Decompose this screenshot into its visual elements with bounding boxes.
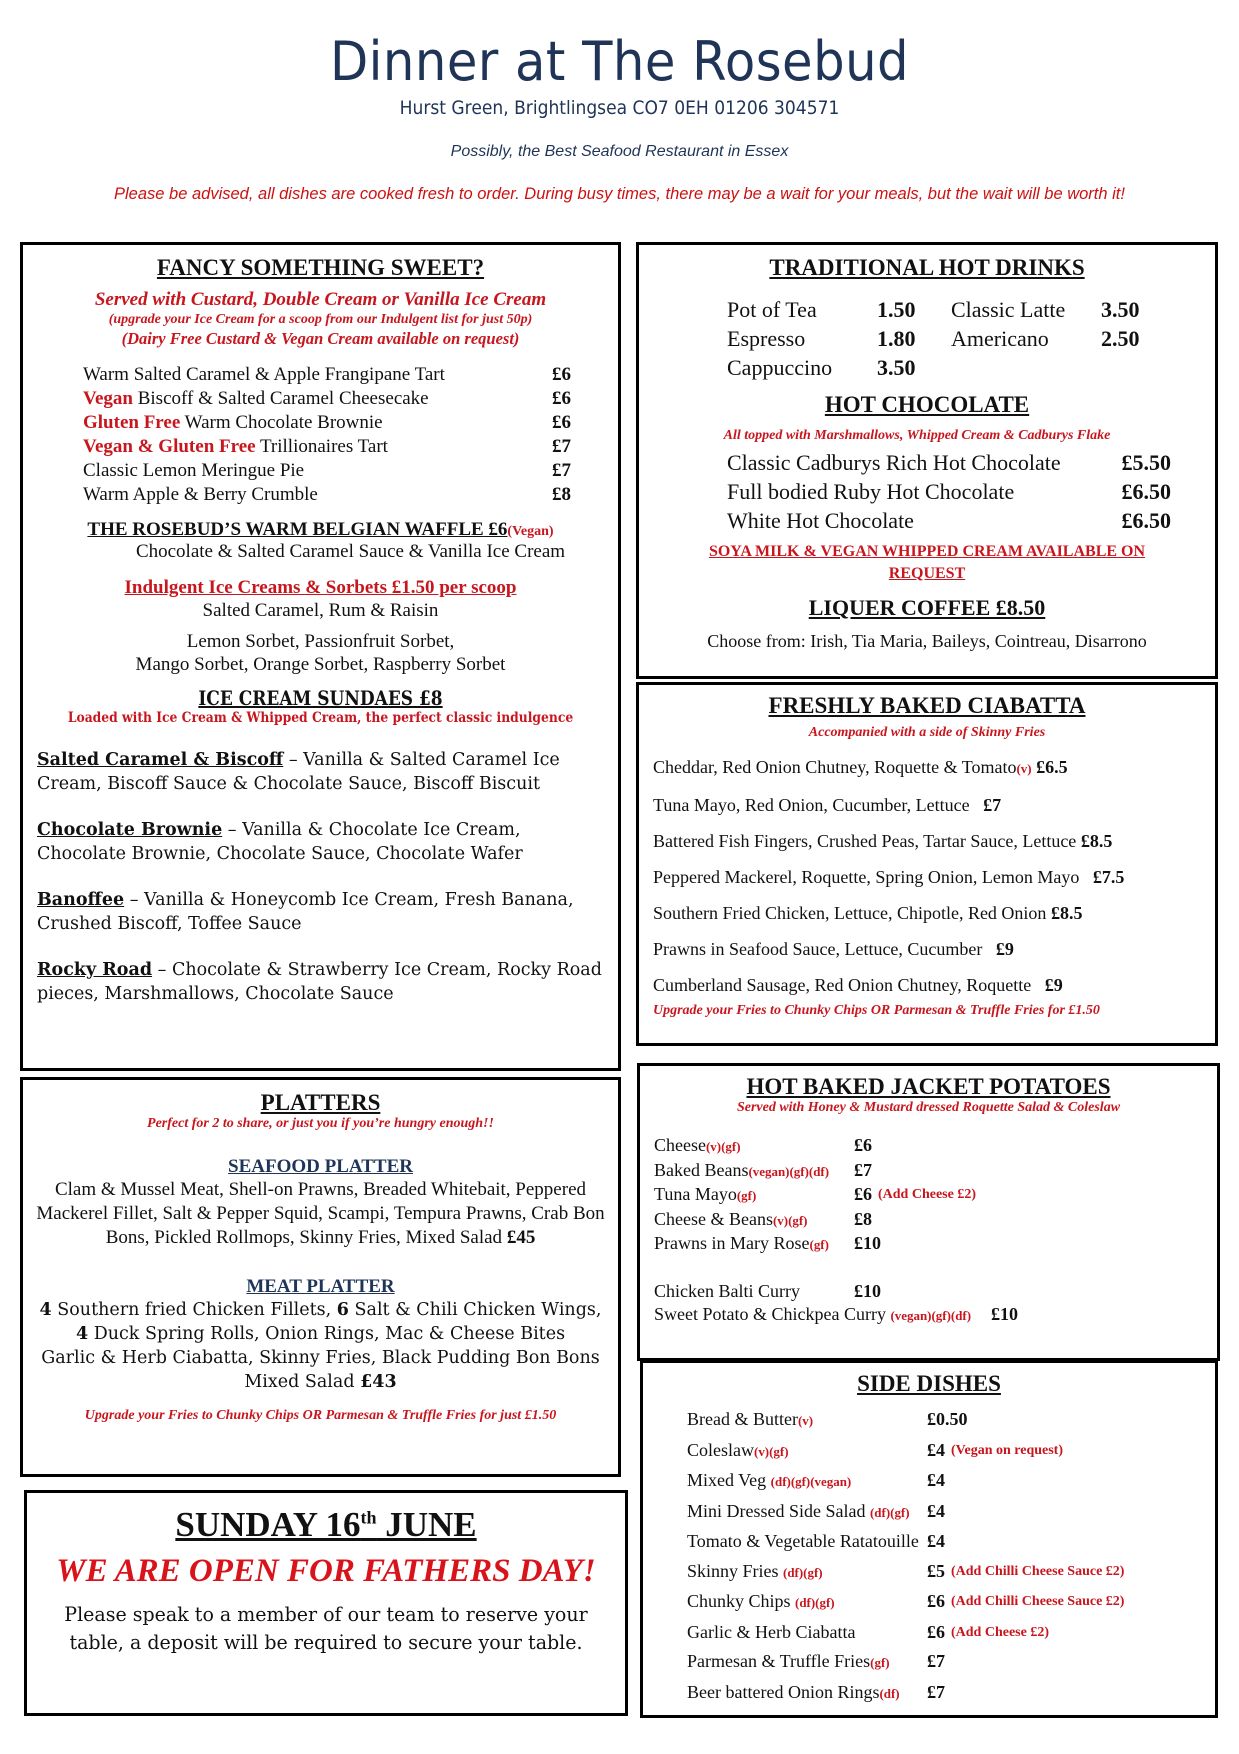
price: £8	[552, 484, 571, 505]
add-on-note: (Add Chilli Cheese Sauce £2)	[951, 1563, 1125, 1579]
price: 2.50	[1101, 326, 1140, 351]
restaurant-address: Hurst Green, Brightlingsea CO7 0EH 01206 304571	[399, 97, 840, 119]
diet-tag: (gf)	[870, 1655, 890, 1670]
price: £6	[552, 412, 571, 433]
price: 1.80	[877, 326, 916, 351]
side-item: Skinny Fries (df)(gf) £5 (Add Chilli Cheese Sauce £2)	[687, 1557, 1215, 1588]
price: £10	[991, 1304, 1019, 1324]
price: £5	[927, 1560, 945, 1581]
upgrade-note: Upgrade your Fries to Chunky Chips OR Parmesan & Truffle Fries for £1.50	[653, 1003, 1100, 1018]
advisory-notice: Please be advised, all dishes are cooked fresh to order. During busy times, there may be a wait for your meals, but the wait will be worth it!	[114, 185, 1125, 203]
ciabatta-list	[653, 749, 1215, 1003]
price: £0.50	[927, 1409, 968, 1429]
waffle-heading: THE ROSEBUD’S WARM BELGIAN WAFFLE £6(Vegan)	[87, 519, 554, 540]
price: £6	[552, 388, 571, 409]
side-item: Coleslaw(v)(gf) £4 (Vegan on request)	[687, 1436, 1215, 1467]
dessert-list	[83, 363, 571, 507]
hot-chocolate-heading: HOT CHOCOLATE	[824, 392, 1030, 417]
sundae-item: Rocky Road – Chocolate & Strawberry Ice Cream, Rocky Road pieces, Marshmallows, Chocolate Sauce	[37, 960, 602, 1004]
diet-tag: (df)(gf)	[783, 1564, 823, 1580]
section-subtitle: Served with Honey & Mustard dressed Roquette Salad & Coleslaw	[736, 1100, 1121, 1115]
price: £45	[506, 1227, 536, 1248]
price: £6.50	[1121, 508, 1171, 533]
sundae-item: Banoffee – Vanilla & Honeycomb Ice Cream, Fresh Banana, Crushed Biscoff, Toffee Sauce	[37, 890, 574, 934]
section-subtitle: Served with Custard, Double Cream or Vanilla Ice Cream	[94, 289, 547, 310]
price: £4	[927, 1470, 945, 1490]
drink-name: Pot of Tea	[727, 297, 817, 322]
soya-notice: SOYA MILK & VEGAN WHIPPED CREAM AVAILABLE ON REQUEST	[708, 543, 1146, 582]
side-item: Tomato & Vegetable Ratatouille £4	[687, 1527, 1215, 1557]
ciabatta-item: Battered Fish Fingers, Crushed Peas, Tartar Sauce, Lettuce £8.5	[653, 831, 1113, 851]
side-item: Bread & Butter(v) £0.50	[687, 1405, 1215, 1436]
section-subtitle: Perfect for 2 to share, or just you if you’re hungry enough!!	[147, 1116, 494, 1131]
hot-drinks-section	[636, 242, 1218, 679]
drink-name: Classic Latte	[951, 297, 1066, 322]
drink-name: Cappuccino	[727, 355, 833, 380]
hot-chocolate-item: White Hot Chocolate £6.50	[727, 508, 1171, 533]
curry-item: Sweet Potato & Chickpea Curry (vegan)(gf)(df) £10	[654, 1303, 1217, 1328]
section-title: FRESHLY BAKED CIABATTA	[768, 693, 1086, 718]
desserts-section	[20, 242, 621, 1071]
price: £4	[927, 1439, 945, 1460]
side-item: Mini Dressed Side Salad (df)(gf) £4	[687, 1497, 1215, 1528]
price: £8.5	[1046, 903, 1083, 923]
section-title: TRADITIONAL HOT DRINKS	[769, 255, 1085, 280]
ciabatta-item: Cumberland Sausage, Red Onion Chutney, Roquette £9	[653, 975, 1063, 995]
sundaes-heading: ICE CREAM SUNDAES £8	[198, 686, 443, 710]
ciabatta-item: Peppered Mackerel, Roquette, Spring Onion, Lemon Mayo £7.5	[653, 867, 1125, 887]
jacket-potatoes-section	[637, 1063, 1220, 1361]
dessert-item: Gluten Free Warm Chocolate Brownie £6	[83, 412, 571, 433]
ciabatta-section	[636, 682, 1218, 1046]
price: £7	[552, 436, 571, 457]
price: £10	[854, 1233, 881, 1253]
price: £43	[360, 1372, 397, 1392]
event-date: SUNDAY 16th JUNE	[175, 1505, 477, 1544]
diet-tag: (v)	[797, 1413, 814, 1428]
upgrade-note: Upgrade your Fries to Chunky Chips OR Parmesan & Truffle Fries for just £1.50	[84, 1408, 557, 1423]
diet-tag: (vegan)(gf)(df)	[890, 1308, 972, 1323]
jacket-item: Tuna Mayo(gf) £6 (Add Cheese £2)	[654, 1183, 1217, 1208]
ciabatta-item: Southern Fried Chicken, Lettuce, Chipotle, Red Onion £8.5	[653, 903, 1083, 923]
diet-tag: (df)(gf)	[795, 1595, 835, 1610]
diet-tag: (gf)	[809, 1237, 829, 1252]
tagline: Possibly, the Best Seafood Restaurant in Essex	[450, 143, 789, 160]
waffle-description: Chocolate & Salted Caramel Sauce & Vanilla Ice Cream	[135, 541, 566, 562]
dessert-item: Classic Lemon Meringue Pie £7	[83, 460, 571, 481]
price: £6	[854, 1135, 872, 1155]
price: £10	[854, 1280, 881, 1301]
sundae-item: Chocolate Brownie – Vanilla & Chocolate Ice Cream, Chocolate Brownie, Chocolate Sauce, Chocolate Wafer	[37, 820, 523, 864]
price: £7	[854, 1159, 872, 1180]
diet-tag: (Vegan)	[507, 524, 554, 539]
price: £7	[927, 1681, 945, 1702]
price: 3.50	[1101, 297, 1140, 322]
price: £5.50	[1121, 450, 1171, 475]
section-title: SIDE DISHES	[857, 1371, 1001, 1396]
section-title: HOT BAKED JACKET POTATOES	[746, 1074, 1111, 1099]
drink-name: Americano	[951, 326, 1049, 351]
seafood-platter-heading: SEAFOOD PLATTER	[228, 1156, 413, 1177]
section-subtitle: Accompanied with a side of Skinny Fries	[808, 725, 1046, 740]
upgrade-note: (upgrade your Ice Cream for a scoop from our Indulgent list for just 50p)	[108, 312, 533, 327]
price: £6	[927, 1621, 945, 1642]
flavours-line: Mango Sorbet, Orange Sorbet, Raspberry Sorbet	[135, 654, 506, 675]
diet-tag: (vegan)(gf)(df)	[748, 1163, 830, 1179]
diet-tag: (v)(gf)	[705, 1139, 741, 1154]
diet-tag: (gf)	[736, 1188, 757, 1203]
spacer	[654, 1257, 1217, 1280]
price: £6.50	[1121, 479, 1171, 504]
hot-chocolate-item: Classic Cadburys Rich Hot Chocolate £5.50	[727, 450, 1171, 475]
flavours-line: Lemon Sorbet, Passionfruit Sorbet,	[186, 631, 455, 652]
price: £7	[927, 1651, 945, 1671]
page-title: Dinner at The Rosebud	[329, 30, 910, 93]
jacket-item: Prawns in Mary Rose(gf) £10	[654, 1232, 1217, 1257]
price: £6.5	[1031, 757, 1068, 777]
price: £8	[854, 1208, 872, 1229]
jacket-item: Baked Beans(vegan)(gf)(df) £7	[654, 1159, 1217, 1184]
meat-platter-description: 4 Southern fried Chicken Fillets, 6 Salt & Chili Chicken Wings, 4 Duck Spring Rolls, Onion Rings, Mac & Cheese Bites Garlic & Herb Ciabatta, Skinny Fries, Black Pudding Bon Bons Mixed Salad £43	[39, 1300, 602, 1392]
sides-list	[687, 1405, 1215, 1708]
jacket-item: Cheese & Beans(v)(gf) £8	[654, 1208, 1217, 1233]
platters-section	[20, 1077, 621, 1477]
drinks-list	[727, 295, 1215, 382]
price: £7	[969, 795, 1002, 815]
side-item: Mixed Veg (df)(gf)(vegan) £4	[687, 1466, 1215, 1497]
jacket-list	[654, 1134, 1217, 1328]
price: £6	[927, 1591, 945, 1611]
hot-chocolate-list	[727, 448, 1171, 535]
liquer-choices: Choose from: Irish, Tia Maria, Baileys, Cointreau, Disarrono	[707, 631, 1147, 651]
seafood-platter-description: Clam & Mussel Meat, Shell-on Prawns, Breaded Whitebait, Peppered Mackerel Fillet, Salt & Pepper Squid, Scampi, Tempura Prawns, Crab Bon Bons, Pickled Rollmops, Skinny Fries, Mixed Salad £45	[36, 1179, 605, 1248]
dessert-item: Vegan Biscoff & Salted Caramel Cheesecake £6	[83, 388, 571, 409]
dessert-item: Warm Salted Caramel & Apple Frangipane Tart £6	[83, 364, 571, 385]
fathers-day-notice	[24, 1490, 628, 1716]
side-item: Garlic & Herb Ciabatta £6 (Add Cheese £2)	[687, 1618, 1215, 1648]
dessert-item: Warm Apple & Berry Crumble £8	[83, 484, 571, 505]
price: 1.50	[877, 297, 916, 322]
price: £6	[552, 364, 571, 385]
diet-tag: (v)(gf)	[772, 1212, 808, 1228]
diet-tag: (v)(gf)	[754, 1443, 789, 1459]
ciabatta-item: Prawns in Seafood Sauce, Lettuce, Cucumber £9	[653, 939, 1014, 959]
side-item: Chunky Chips (df)(gf) £6 (Add Chilli Cheese Sauce £2)	[687, 1587, 1215, 1618]
price: £4	[927, 1531, 945, 1551]
drink-name: Espresso	[727, 326, 806, 351]
ciabatta-item: Tuna Mayo, Red Onion, Cucumber, Lettuce £7	[653, 795, 1002, 815]
side-item: Parmesan & Truffle Fries(gf) £7	[687, 1647, 1215, 1678]
liquer-coffee-heading: LIQUER COFFEE £8.50	[808, 595, 1046, 620]
dessert-item: Vegan & Gluten Free Trillionaires Tart £7	[83, 436, 571, 457]
flavours-line: Salted Caramel, Rum & Raisin	[202, 600, 439, 621]
diet-tag: Vegan & Gluten Free	[83, 436, 256, 457]
side-item: Beer battered Onion Rings(df) £7	[687, 1678, 1215, 1709]
diet-tag: (v)	[1016, 761, 1032, 776]
diet-tag: Gluten Free	[83, 412, 181, 433]
section-title: FANCY SOMETHING SWEET?	[156, 255, 485, 280]
add-on-note: (Vegan on request)	[951, 1442, 1064, 1458]
price: 3.50	[877, 355, 916, 380]
price: £9	[1031, 975, 1063, 995]
price: £9	[982, 939, 1014, 959]
curry-item: Chicken Balti Curry £10	[654, 1280, 1217, 1304]
side-dishes-section	[640, 1360, 1218, 1718]
open-announcement: WE ARE OPEN FOR FATHERS DAY!	[56, 1553, 596, 1589]
diet-tag: (df)	[879, 1685, 900, 1701]
price: £4	[927, 1500, 945, 1521]
section-title: PLATTERS	[260, 1090, 381, 1115]
add-on-note: (Add Cheese £2)	[878, 1187, 976, 1202]
add-on-note: (Add Chilli Cheese Sauce £2)	[951, 1594, 1125, 1609]
dairy-free-note: (Dairy Free Custard & Vegan Cream available on request)	[121, 329, 520, 348]
diet-tag: (df)(gf)(vegan)	[770, 1474, 852, 1489]
hot-chocolate-item: Full bodied Ruby Hot Chocolate £6.50	[727, 479, 1171, 504]
price: £7.5	[1079, 867, 1125, 887]
diet-tag: Vegan	[83, 388, 133, 409]
meat-platter-heading: MEAT PLATTER	[246, 1276, 395, 1297]
price: £6	[854, 1184, 872, 1204]
sundaes-subtitle: Loaded with Ice Cream & Whipped Cream, the perfect classic indulgence	[67, 710, 574, 726]
sundae-item: Salted Caramel & Biscoff – Vanilla & Salted Caramel Ice Cream, Biscoff Sauce & Chocolate Sauce, Biscoff Biscuit	[37, 750, 560, 794]
jacket-item: Cheese(v)(gf) £6	[654, 1134, 1217, 1159]
reservation-info: Please speak to a member of our team to reserve your table, a deposit will be required to secure your table.	[64, 1602, 588, 1654]
price: £8.5	[1076, 831, 1113, 851]
hot-chocolate-subtitle: All topped with Marshmallows, Whipped Cream & Cadburys Flake	[723, 428, 1111, 443]
indulgent-heading: Indulgent Ice Creams & Sorbets £1.50 per scoop	[124, 577, 517, 598]
ciabatta-item: Cheddar, Red Onion Chutney, Roquette & Tomato(v) £6.5	[653, 757, 1068, 777]
add-on-note: (Add Cheese £2)	[951, 1624, 1049, 1640]
price: £7	[552, 460, 571, 481]
diet-tag: (df)(gf)	[869, 1504, 910, 1520]
